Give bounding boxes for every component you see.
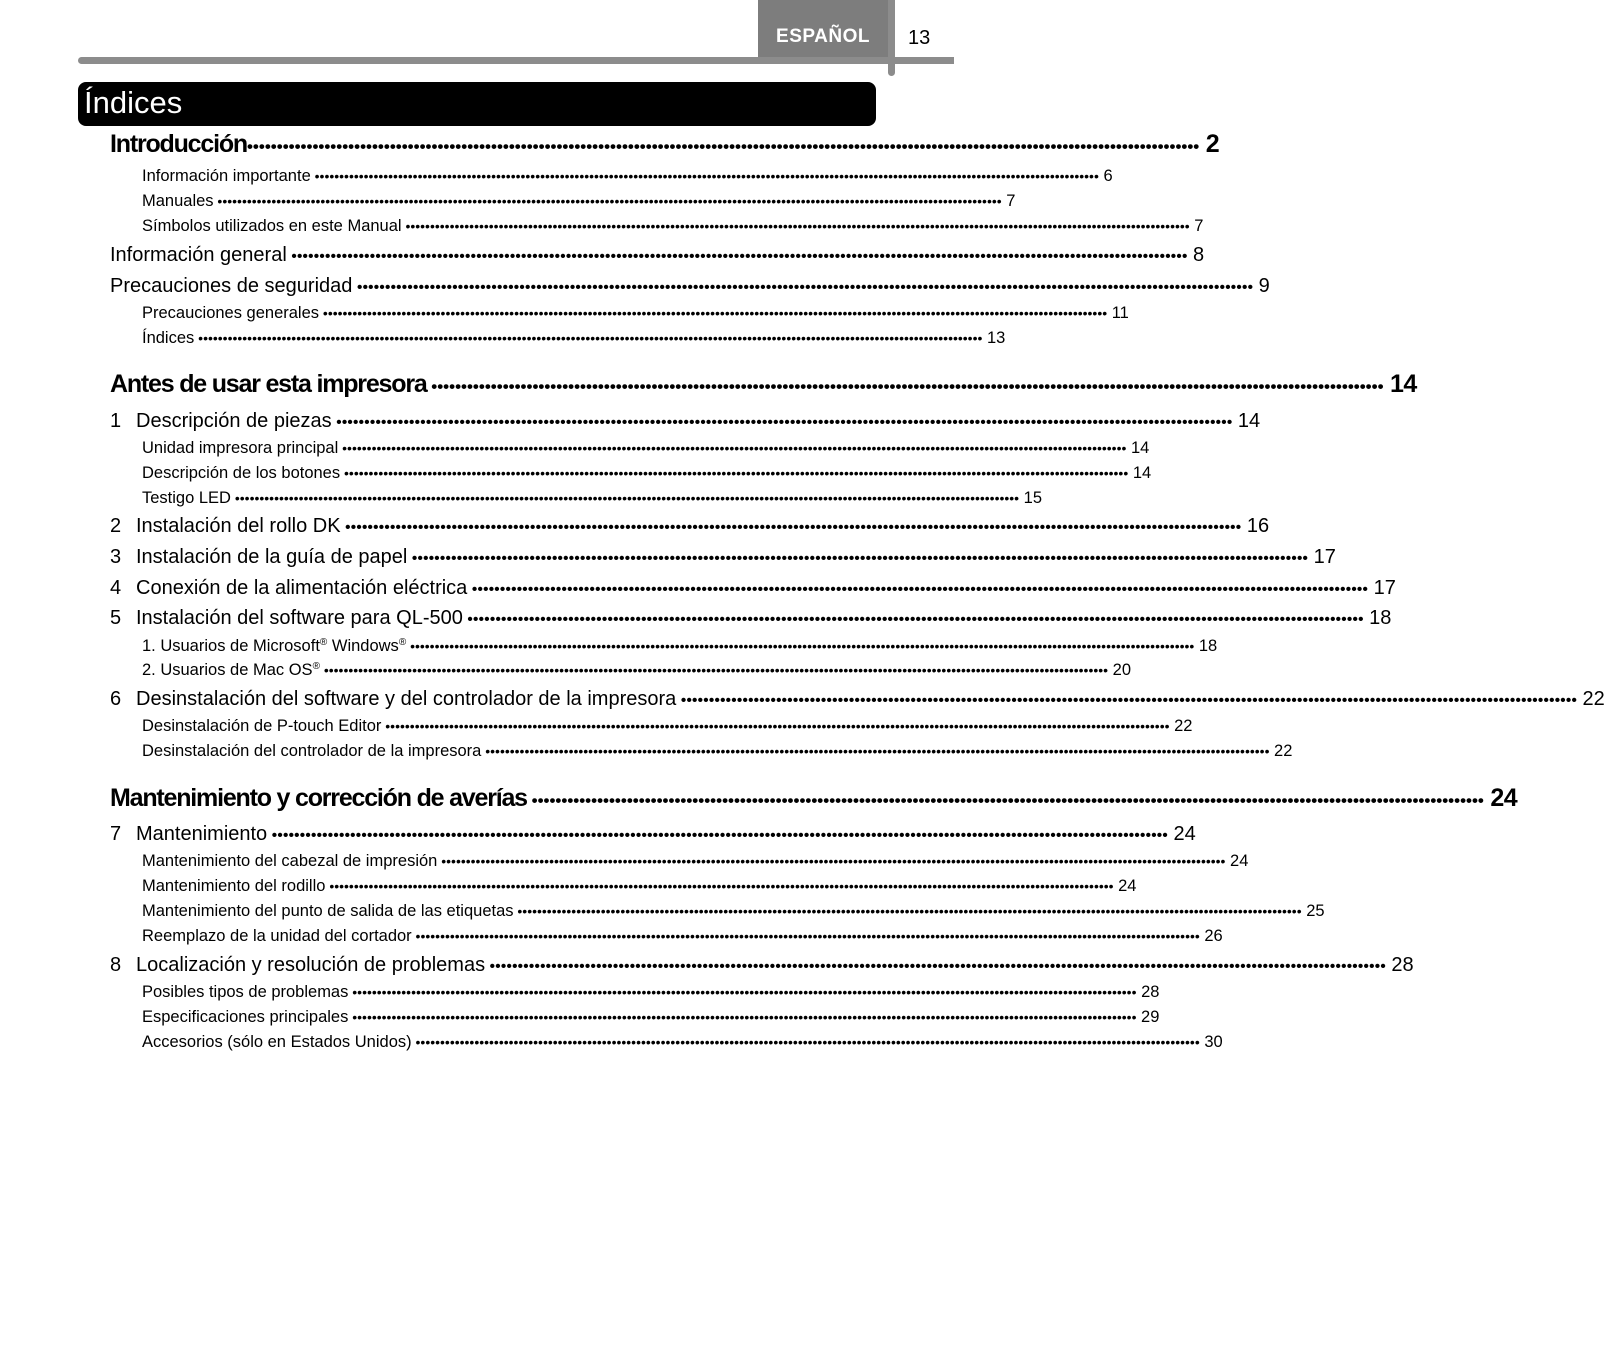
toc-entry-page: 28 [1385,954,1414,976]
toc-entry-number: 2 [110,515,122,537]
toc-entry-label [142,852,437,871]
toc-entry[interactable] [142,877,1137,896]
toc-entry[interactable] [142,742,1293,761]
toc-entry-text: Accesorios (sólo en Estados Unidos) [142,1033,412,1051]
dot-leader: •••••••••••••••••••••••••••••••••••••••••••••••••••••••••••••••••••••••••••••••••••••••••••••••••••••••••••••••••••••••••••••••••••••••••••••••••••••••••••••••• [426,377,1384,396]
toc-entry-page: 24 [1113,877,1137,895]
dot-leader: •••••••••••••••••••••••••••••••••••••••••••••••••••••••••••••••••••••••••••••••••••••••••••••••••••••••••••••••••••••••••••••••••••••••••••••••••••••••••••••••• [407,550,1309,567]
toc-entry-text: Información importante [142,167,311,185]
toc-entry-text: Mantenimiento del rodillo [142,877,326,895]
toc-entry[interactable] [110,275,1270,298]
dot-leader: •••••••••••••••••••••••••••••••••••••••••••••••••••••••••••••••••••••••••••••••••••••••••••••••••••••••••••••••••••••••••••••••••••••••••••••••••••••••••••••••• [325,878,1114,894]
registered-mark: ® [312,661,320,672]
toc-entry-text: Conexión de la alimentación eléctrica [136,577,468,599]
toc-entry-page: 13 [982,329,1006,347]
toc-entry[interactable] [142,637,1218,656]
toc-entry-page: 29 [1136,1008,1160,1026]
toc-entry-label [142,983,348,1002]
toc-entry-text: Unidad impresora principal [142,439,339,457]
dot-leader: •••••••••••••••••••••••••••••••••••••••••••••••••••••••••••••••••••••••••••••••••••••••••••••••••••••••••••••••••••••••••••••••••••••••••••••••••••••••••••••••• [319,305,1108,321]
toc-entry-text: Mantenimiento [136,823,268,845]
dot-leader: •••••••••••••••••••••••••••••••••••••••••••••••••••••••••••••••••••••••••••••••••••••••••••••••••••••••••••••••••••••••••••••••••••••••••••••••••••••••••••••••• [230,490,1020,506]
dot-leader: •••••••••••••••••••••••••••••••••••••••••••••••••••••••••••••••••••••••••••••••••••••••••••••••••••••••••••••••••••••••••••••••••••••••••••••••••••••••••••••••• [381,718,1170,734]
toc-entry-label [142,661,320,680]
toc-entry-text: Descripción de piezas [136,410,332,432]
toc-entry[interactable] [142,439,1150,458]
toc-entry-label [142,489,231,508]
toc-entry-text: Antes de usar esta impresora [110,370,427,398]
toc-entry-label [110,607,463,630]
toc-entry[interactable] [110,577,1396,600]
header-rule [78,57,954,64]
dot-leader: •••••••••••••••••••••••••••••••••••••••••••••••••••••••••••••••••••••••••••••••••••••••••••••••••••••••••••••••••••••••••••••••••••••••••••••••••••••••••••••••• [526,791,1484,810]
toc-entry[interactable] [142,489,1043,508]
toc-entry-label [142,877,325,896]
toc-entry-label [110,546,407,569]
dot-leader: •••••••••••••••••••••••••••••••••••••••••••••••••••••••••••••••••••••••••••••••••••••••••••••••••••••••••••••••••••••••••••••••••••••••••••••••••••••••••••••••• [319,662,1109,678]
title-banner [78,82,876,126]
toc-entry-text: Windows [327,637,399,655]
toc-entry-page: 17 [1368,577,1396,599]
dot-leader: •••••••••••••••••••••••••••••••••••••••••••••••••••••••••••••••••••••••••••••••••••••••••••••••••••••••••••••••••••••••••••••••••••••••••••••••••••••••••••••••• [406,638,1195,654]
toc-entry[interactable] [110,130,1220,159]
toc-entry-label [110,370,427,399]
toc-entry-text: Precauciones generales [142,304,320,322]
dot-leader: •••••••••••••••••••••••••••••••••••••••••••••••••••••••••••••••••••••••••••••••••••••••••••••••••••••••••••••••••••••••••••••••••••••••••••••••••••••••••••••••• [267,827,1168,844]
dot-leader: •••••••••••••••••••••••••••••••••••••••••••••••••••••••••••••••••••••••••••••••••••••••••••••••••••••••••••••••••••••••••••••••••••••••••••••••••••••••••••••••• [338,440,1127,456]
toc-entry-number: 3 [110,546,122,568]
dot-leader: •••••••••••••••••••••••••••••••••••••••••••••••••••••••••••••••••••••••••••••••••••••••••••••••••••••••••••••••••••••••••••••••••••••••••••••••••••••••••••••••• [310,168,1099,184]
toc-entry-text: Desinstalación de P-touch Editor [142,717,382,735]
toc-entry-text: Símbolos utilizados en este Manual [142,217,402,235]
toc-entry-page: 22 [1576,688,1605,710]
toc-entry-page: 28 [1136,983,1160,1001]
toc-entry-label [110,410,332,433]
toc-entry-page: 16 [1241,515,1270,537]
dot-leader: •••••••••••••••••••••••••••••••••••••••••••••••••••••••••••••••••••••••••••••••••••••••••••••••••••••••••••••••••••••••••••••••••••••••••••••••••••••••••••••••• [286,248,1188,265]
toc-entry[interactable] [110,546,1336,569]
toc-entry-page: 14 [1383,370,1417,398]
toc-entry-text: Reemplazo de la unidad del cortador [142,927,412,945]
toc-entry-label [142,192,214,211]
dot-leader: •••••••••••••••••••••••••••••••••••••••••••••••••••••••••••••••••••••••••••••••••••••••••••••••••••••••••••••••••••••••••••••••••••••••••••••••••••••••••••••••• [411,928,1200,944]
toc-entry-text: Especificaciones principales [142,1008,349,1026]
toc-entry-text: Mantenimiento y corrección de averías [110,784,527,812]
toc-entry-label [110,954,485,977]
toc-entry-text: Índices [142,329,195,347]
toc-entry-number: 8 [110,954,122,976]
toc-entry-page: 14 [1128,464,1152,482]
toc-entry[interactable] [142,217,1204,236]
toc-entry-text: Localización y resolución de problemas [136,954,486,976]
toc-entry-text: Desinstalación del software y del controlador de la impresora [136,688,677,710]
dot-leader: •••••••••••••••••••••••••••••••••••••••••••••••••••••••••••••••••••••••••••••••••••••••••••••••••••••••••••••••••••••••••••••••••••••••••••••••••••••••••••••••• [676,692,1577,709]
toc-entry-label [142,329,194,348]
toc-entry-label [142,464,340,483]
toc-entry[interactable] [142,902,1325,921]
toc-entry[interactable] [110,607,1392,630]
toc-entry-page: 18 [1194,637,1218,655]
toc-entry[interactable] [142,304,1129,323]
toc-entry-label [110,688,676,711]
toc-entry-page: 14 [1126,439,1150,457]
toc-entry[interactable] [142,167,1113,186]
toc-entry-page: 24 [1483,784,1518,812]
toc-entry-number: 6 [110,688,122,710]
toc-entry-label [110,577,467,600]
dot-leader: •••••••••••••••••••••••••••••••••••••••••••••••••••••••••••••••••••••••••••••••••••••••••••••••••••••••••••••••••••••••••••••••••••••••••••••••••••••••••••••••• [411,1034,1200,1050]
toc-entry-page: 22 [1169,717,1193,735]
registered-mark: ® [319,637,328,648]
dot-leader: •••••••••••••••••••••••••••••••••••••••••••••••••••••••••••••••••••••••••••••••••••••••••••••••••••••••••••••••••••••••••••••••••••••••••••••••••••••••••••••••• [513,903,1302,919]
toc-entry[interactable] [142,661,1131,680]
dot-leader: •••••••••••••••••••••••••••••••••••••••••••••••••••••••••••••••••••••••••••••••••••••••••••••••••••••••••••••••••••••••••••••••••••••••••••••••••••••••••••••••• [213,193,1002,209]
toc-entry[interactable] [110,244,1205,267]
toc-entry-page: 11 [1107,304,1129,322]
dot-leader: •••••••••••••••••••••••••••••••••••••••••••••••••••••••••••••••••••••••••••••••••••••••••••••••••••••••••••••••••••••••••••••••••••••••••••••••••••••••••••••••• [194,330,983,346]
dot-leader: •••••••••••••••••••••••••••••••••••••••••••••••••••••••••••••••••••••••••••••••••••••••••••••••••••••••••••••••••••••••••••••••••••••••••••••••••••••••••••••••• [481,743,1270,759]
dot-leader: •••••••••••••••••••••••••••••••••••••••••••••••••••••••••••••••••••••••••••••••••••••••••••••••••••••••••••••••••••••••••••••••••••••••••••••••••••••••••••••••• [401,218,1190,234]
registered-mark: ® [398,637,407,648]
dot-leader: •••••••••••••••••••••••••••••••••••••••••••••••••••••••••••••••••••••••••••••••••••••••••••••••••••••••••••••••••••••••••••••••••••••••••••••••••••••••••••••••• [437,853,1226,869]
toc-entry-text: Mantenimiento del punto de salida de las etiquetas [142,902,514,920]
toc-entry[interactable] [142,329,1006,348]
toc-entry-text: Descripción de los botones [142,464,341,482]
page-number: 13 [908,27,931,49]
toc-entry-label [142,927,412,946]
toc-entry-label [110,244,287,267]
dot-leader: •••••••••••••••••••••••••••••••••••••••••••••••••••••••••••••••••••••••••••••••••••••••••••••••••••••••••••••••••••••••••••••••••••••••••••••••••••••••••••••••• [467,581,1369,598]
toc-entry-number: 5 [110,607,122,629]
header-rule-post [888,0,895,76]
toc-entry-label [142,439,338,458]
dot-leader: •••••••••••••••••••••••••••••••••••••••••••••••••••••••••••••••••••••••••••••••••••••••••••••••••••••••••••••••••••••••••••••••••••••••••••••••••••••••••••••••• [331,414,1233,431]
toc-entry[interactable] [142,717,1193,736]
toc-entry-number: 7 [110,823,122,845]
dot-leader: •••••••••••••••••••••••••••••••••••••••••••••••••••••••••••••••••••••••••••••••••••••••••••••••••••••••••••••••••••••••••••••••••••••••••••••••••••••••••••••••• [352,279,1254,296]
toc-entry-label [142,1033,412,1052]
toc-entry[interactable] [110,370,1417,399]
toc-entry[interactable] [110,410,1261,433]
toc-entry-label [142,217,402,236]
toc-entry-text: Posibles tipos de problemas [142,983,349,1001]
toc-entry-label [142,167,311,186]
toc-entry[interactable] [110,688,1605,711]
toc-entry-page: 20 [1108,661,1131,679]
toc-entry[interactable] [110,784,1518,813]
toc-entry-page: 30 [1199,1033,1223,1051]
toc-entry-text: Información general [110,244,287,266]
toc-entry[interactable] [142,927,1223,946]
toc-entry-page: 26 [1199,927,1223,945]
toc-entry-label [110,130,247,159]
dot-leader: •••••••••••••••••••••••••••••••••••••••••••••••••••••••••••••••••••••••••••••••••••••••••••••••••••••••••••••••••••••••••••••••••••••••••••••••••••••••••••••••• [246,137,1200,156]
toc-entry-page: 14 [1232,410,1261,432]
toc-entry[interactable] [110,954,1414,977]
language-label: ESPAÑOL [776,26,870,47]
toc-entry-label [110,275,352,298]
toc-entry-page: 15 [1019,489,1043,507]
toc-entry[interactable] [142,852,1249,871]
toc-entry-text: Instalación del rollo DK [136,515,341,537]
dot-leader: •••••••••••••••••••••••••••••••••••••••••••••••••••••••••••••••••••••••••••••••••••••••••••••••••••••••••••••••••••••••••••••••••••••••••••••••••••••••••••••••• [485,958,1386,975]
toc-entry-label [142,1008,348,1027]
toc-entry-label [142,742,481,761]
toc-entry-page: 22 [1269,742,1293,760]
toc-entry[interactable] [142,1008,1160,1027]
page-title: Índices [84,85,183,120]
toc-entry-text: 1. Usuarios de Microsoft [142,637,320,655]
toc-entry[interactable] [142,464,1152,483]
toc-entry-number: 4 [110,577,122,599]
toc-entry-text: Testigo LED [142,489,231,507]
toc-entry-text: 2. Usuarios de Mac OS [142,661,313,679]
toc-entry-text: Introducción [110,130,247,158]
toc-entry-page: 8 [1187,244,1205,266]
dot-leader: •••••••••••••••••••••••••••••••••••••••••••••••••••••••••••••••••••••••••••••••••••••••••••••••••••••••••••••••••••••••••••••••••••••••••••••••••••••••••••••••• [340,519,1242,536]
toc-entry[interactable] [110,515,1270,538]
toc-entry[interactable] [110,823,1196,846]
toc-entry-text: Manuales [142,192,214,210]
dot-leader: •••••••••••••••••••••••••••••••••••••••••••••••••••••••••••••••••••••••••••••••••••••••••••••••••••••••••••••••••••••••••••••••••••••••••••••••••••••••••••••••• [348,1009,1137,1025]
toc-entry-page: 7 [1189,217,1204,235]
toc-entry-text: Instalación de la guía de papel [136,546,408,568]
toc-entry-label [142,304,319,323]
toc-entry-label [142,902,514,921]
dot-leader: •••••••••••••••••••••••••••••••••••••••••••••••••••••••••••••••••••••••••••••••••••••••••••••••••••••••••••••••••••••••••••••••••••••••••••••••••••••••••••••••• [340,465,1129,481]
toc-entry[interactable] [142,1033,1223,1052]
toc-entry[interactable] [142,192,1016,211]
toc-entry-text: Instalación del software para QL-500 [136,607,463,629]
toc-entry-page: 7 [1001,192,1016,210]
dot-leader: •••••••••••••••••••••••••••••••••••••••••••••••••••••••••••••••••••••••••••••••••••••••••••••••••••••••••••••••••••••••••••••••••••••••••••••••••••••••••••••••• [348,984,1137,1000]
toc-entry-label [110,784,527,813]
toc-entry-text: Mantenimiento del cabezal de impresión [142,852,438,870]
toc-entry[interactable] [142,983,1160,1002]
toc-entry-text: Desinstalación del controlador de la impresora [142,742,482,760]
toc-entry-page: 24 [1167,823,1196,845]
toc-entry-page: 25 [1301,902,1325,920]
toc-entry-page: 2 [1199,130,1220,158]
dot-leader: •••••••••••••••••••••••••••••••••••••••••••••••••••••••••••••••••••••••••••••••••••••••••••••••••••••••••••••••••••••••••••••••••••••••••••••••••••••••••••••••• [462,611,1364,628]
toc-entry-label [142,717,381,736]
toc-entry-page: 9 [1253,275,1270,297]
toc-entry-label [110,823,267,846]
toc-entry-label [142,637,406,656]
toc-entry-page: 18 [1363,607,1392,629]
toc-entry-page: 6 [1098,167,1113,185]
toc-entry-label [110,515,341,538]
toc-entry-page: 17 [1308,546,1336,568]
toc-entry-page: 24 [1225,852,1249,870]
toc-entry-number: 1 [110,410,122,432]
toc-entry-text: Precauciones de seguridad [110,275,353,297]
